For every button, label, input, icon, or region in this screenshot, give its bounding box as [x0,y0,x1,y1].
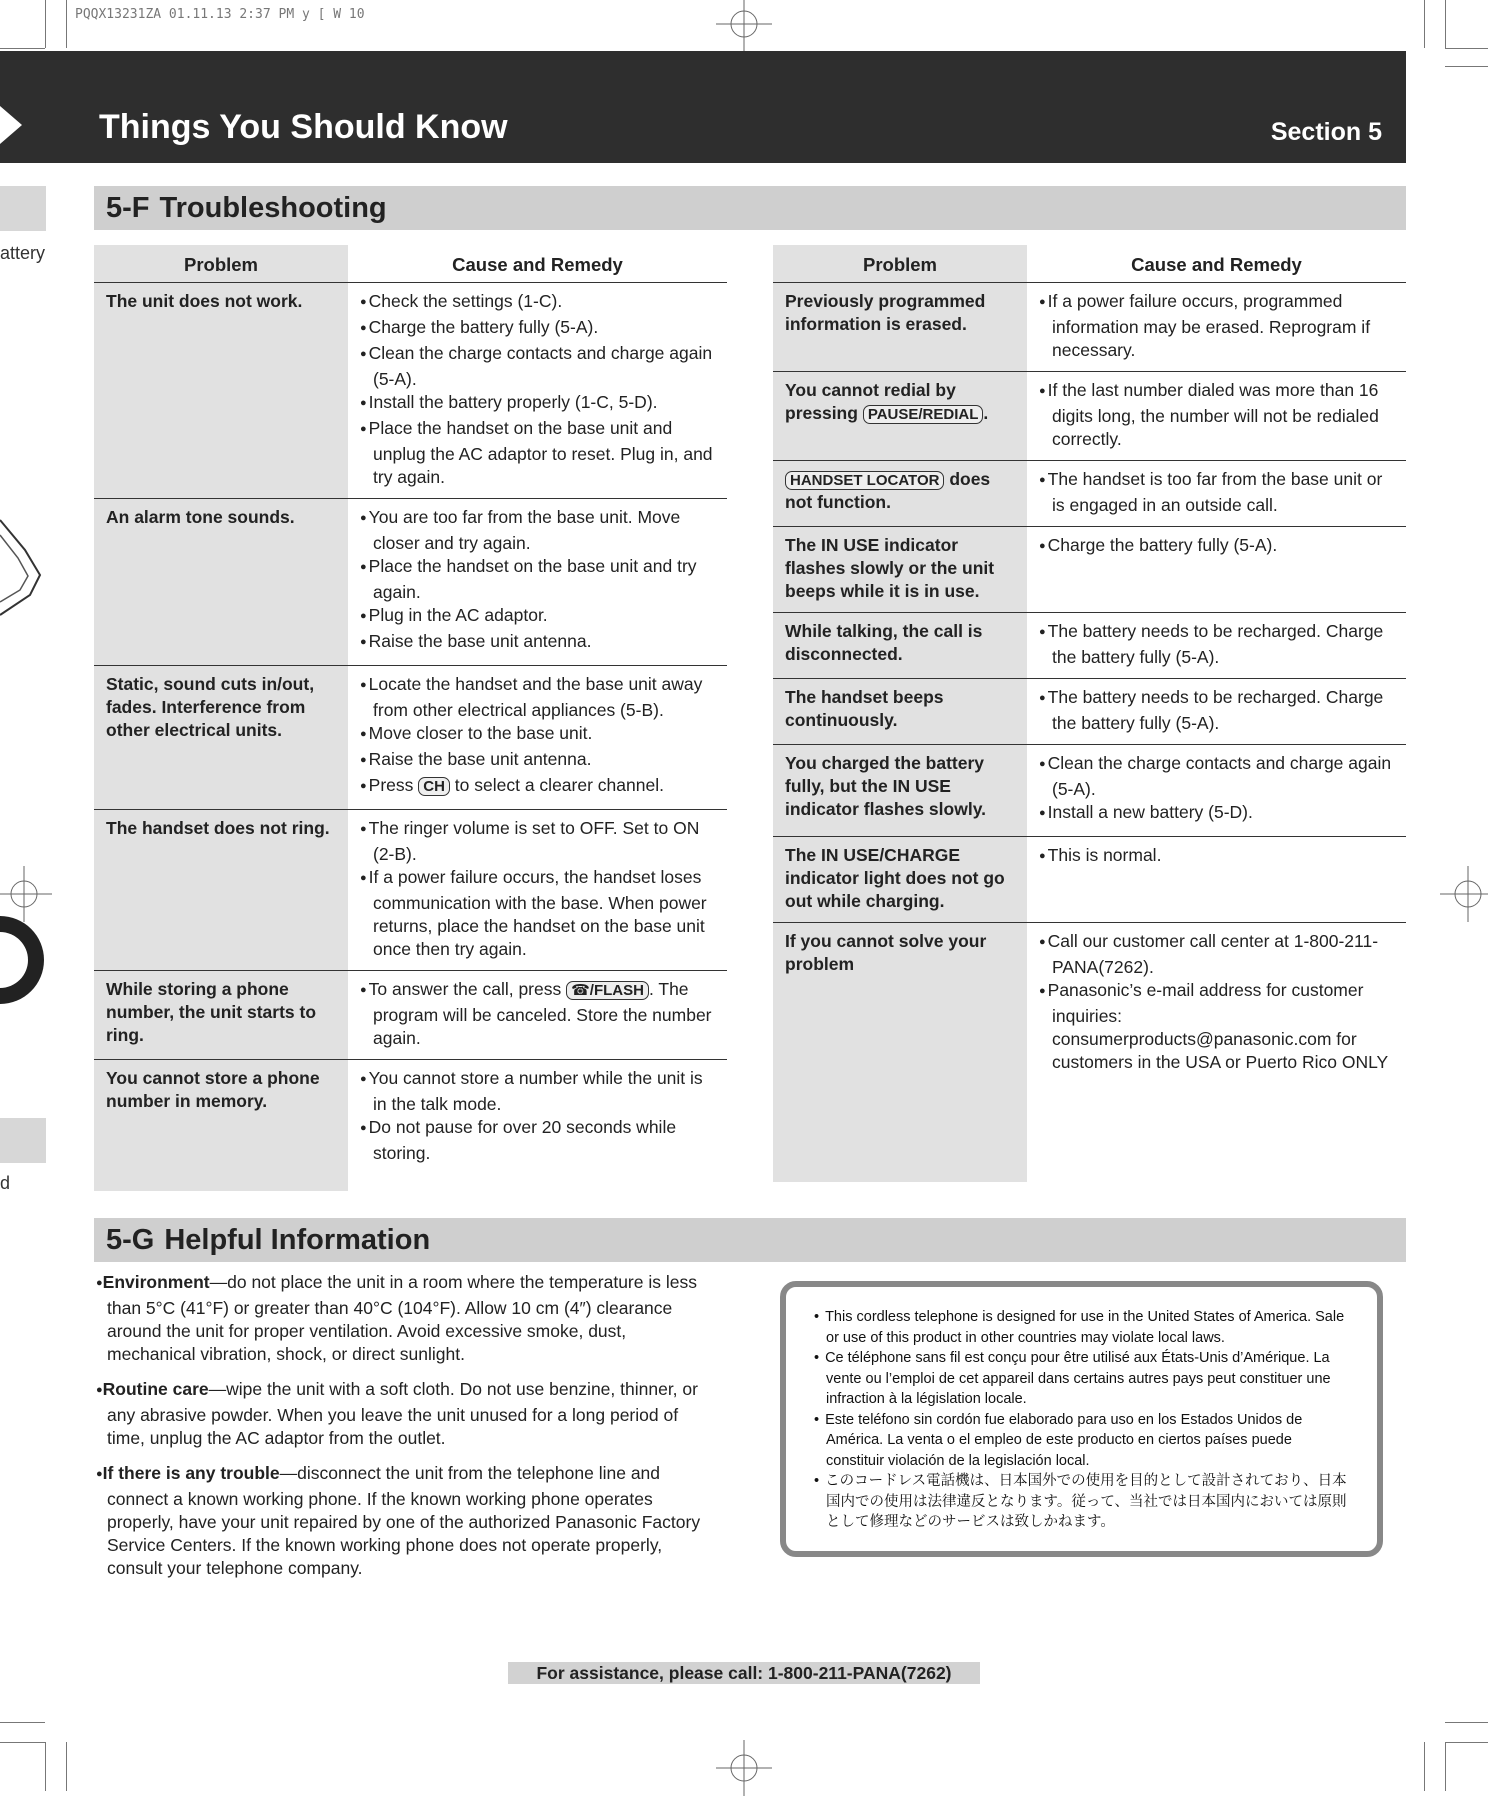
remedy-list [360,817,717,961]
remedy-item: ● You cannot store a number while the unit is in the talk mode. [360,1067,717,1116]
remedy-list [1039,534,1396,560]
problem-cell: While storing a phone number, the unit starts to ring. [94,971,348,1060]
table-row [94,1060,727,1192]
remedy-item: ● Move closer to the base unit. [360,722,717,748]
remedy-item: ● This is normal. [1039,844,1396,870]
crop-mark [66,0,67,48]
remedy-cell [348,499,727,666]
table-row [773,923,1406,1183]
registration-mark-icon [716,0,772,52]
remedy-list [1039,379,1396,451]
remedy-text: To answer the call, press [368,979,567,999]
key-label: HANDSET LOCATOR [785,471,944,490]
remedy-cell [1027,372,1406,461]
remedy-text: to select a clearer channel. [449,775,664,795]
info-item [96,1378,716,1450]
crop-mark [45,0,46,48]
remedy-list [360,978,717,1050]
remedy-column-header: Cause and Remedy [348,245,727,283]
info-text: —do not place the unit in a room where the temperature is less than 5°C (41°F) or greater than 40°C (104°F). Allow 10 cm (4″) clearance around the unit for proper ventilation. Avoid excessive smoke, dust, mechanical vibration, shock, or direct sunlight. [107,1272,697,1364]
table-row [773,461,1406,527]
remedy-item: ● If a power failure occurs, programmed information may be erased. Reprogram if necessary. [1039,290,1396,362]
table-row [773,527,1406,613]
table-row [773,613,1406,679]
page-header [0,51,1406,163]
problem-cell [773,372,1027,461]
remedy-list [1039,468,1396,517]
table-row [94,971,727,1060]
table-body [94,283,727,1192]
header-arrow-icon [0,106,22,144]
table-body [773,283,1406,1183]
section-code: 5-F [106,192,150,224]
remedy-item [360,774,717,800]
crop-mark [0,48,45,49]
crop-mark [1445,1722,1488,1723]
problem-cell: You cannot store a phone number in memory. [94,1060,348,1192]
remedy-item: ● Plug in the AC adaptor. [360,604,717,630]
info-term: Environment [102,1272,210,1292]
crop-mark [1445,1742,1488,1743]
crop-mark [0,1742,45,1743]
remedy-item: ● The ringer volume is set to OFF. Set to ON (2-B). [360,817,717,866]
info-text: —disconnect the unit from the telephone line and connect a known working phone. If the known working phone operates properly, have your unit repaired by one of the authorized Panasonic Factory Service Centers. If the known working phone does not operate properly, consult your telephone company. [107,1463,701,1578]
remedy-item: ● Panasonic’s e-mail address for customer inquiries: consumerproducts@panasonic.com for customers in the USA or Puerto Rico ONLY [1039,979,1396,1074]
remedy-item: ● Raise the base unit antenna. [360,630,717,656]
remedy-cell [1027,745,1406,837]
table-row [773,745,1406,837]
remedy-item: ● Charge the battery fully (5-A). [1039,534,1396,560]
crop-mark [0,1722,45,1723]
section-label: Section 5 [1270,118,1382,146]
remedy-list [1039,290,1396,362]
remedy-item: ● You are too far from the base unit. Move closer and try again. [360,506,717,555]
remedy-cell [1027,283,1406,372]
problem-cell: If you cannot solve your problem [773,923,1027,1183]
problem-cell: The unit does not work. [94,283,348,499]
remedy-item: ● The handset is too far from the base unit or is engaged in an outside call. [1039,468,1396,517]
remedy-item: ● Install a new battery (5-D). [1039,801,1396,827]
problem-cell: The handset does not ring. [94,810,348,971]
key-label: CH [418,777,450,796]
problem-cell: Previously programmed information is erased. [773,283,1027,372]
remedy-item: ● Charge the battery fully (5-A). [360,316,717,342]
remedy-item: ● Do not pause for over 20 seconds while storing. [360,1116,717,1165]
assistance-footer: For assistance, please call: 1-800-211-PANA(7262) [508,1662,980,1684]
registration-mark-icon [1440,866,1488,922]
phone-illustration-fragment [0,500,46,640]
remedy-item: ● Check the settings (1-C). [360,290,717,316]
table-row [773,679,1406,745]
table-row [773,283,1406,372]
section-code: 5-G [106,1224,155,1256]
troubleshooting-table-right [773,245,1406,1182]
remedy-list [360,506,717,656]
problem-cell [773,461,1027,527]
remedy-list [1039,930,1396,1074]
table-row [94,499,727,666]
problem-column-header: Problem [773,245,1027,283]
remedy-list [360,673,717,800]
remedy-cell [1027,923,1406,1183]
notice-item: • Este teléfono sin cordón fue elaborado para uso en los Estados Unidos de América. La venta o el empleo de este producto en ciertos países puede constituir violación de la legislación local. [814,1410,1353,1472]
key-label: ☎/FLASH [566,981,649,1000]
print-slug: PQQX13231ZA 01.11.13 2:37 PM y [ W 10 [75,7,365,22]
usage-notice-box [780,1281,1383,1557]
crop-mark [1445,66,1488,67]
edge-tab [0,1118,46,1163]
remedy-item: ● Clean the charge contacts and charge again (5-A). [1039,752,1396,801]
crop-mark [66,1742,67,1791]
remedy-item: ● Install the battery properly (1-C, 5-D). [360,391,717,417]
remedy-list [1039,686,1396,735]
problem-cell: The IN USE indicator flashes slowly or the unit beeps while it is in use. [773,527,1027,613]
recycle-seal-fragment [0,900,46,1020]
remedy-item: ● The battery needs to be recharged. Charge the battery fully (5-A). [1039,620,1396,669]
key-label: PAUSE/REDIAL [863,405,984,424]
remedy-list [1039,752,1396,827]
crop-mark [45,1742,46,1791]
remedy-cell [1027,527,1406,613]
info-term: Routine care [102,1379,209,1399]
info-text: —wipe the unit with a soft cloth. Do not use benzine, thinner, or any abrasive powder. When you leave the unit unused for a long period of time, unplug the AC adaptor from the outlet. [107,1379,698,1448]
notice-item: • Ce téléphone sans fil est conçu pour être utilisé aux États-Unis d’Amérique. La vente ou l’emploi de cet appareil dans certains autres pays peut constituer une infraction à la législation locale. [814,1348,1353,1410]
troubleshooting-heading [94,186,1406,230]
remedy-cell [348,283,727,499]
remedy-item [360,978,717,1050]
table-row [94,810,727,971]
remedy-column-header: Cause and Remedy [1027,245,1406,283]
notice-item: • このコードレス電話機は、日本国外での使用を目的として設計されており、日本国内での使用は法律違反となります。従って、当社では日本国内においては原則として修理などのサービスは致しかねます。 [814,1471,1353,1533]
problem-column-header: Problem [94,245,348,283]
crop-mark [1445,0,1446,48]
problem-text: You cannot redial by pressing [785,380,956,423]
table-row [94,283,727,499]
edge-text: attery [0,243,46,263]
remedy-cell [1027,461,1406,527]
remedy-item: ● Place the handset on the base unit and unplug the AC adaptor to reset. Plug in, and try again. [360,417,717,489]
remedy-cell [1027,837,1406,923]
problem-cell: The handset beeps continuously. [773,679,1027,745]
remedy-item: ● Call our customer call center at 1-800-211-PANA(7262). [1039,930,1396,979]
table-row [773,837,1406,923]
info-item [96,1462,716,1580]
problem-cell: While talking, the call is disconnected. [773,613,1027,679]
crop-mark [1445,48,1488,49]
section-title: Troubleshooting [159,192,387,224]
remedy-cell [348,971,727,1060]
remedy-item: ● If the last number dialed was more than 16 digits long, the number will not be redialed correctly. [1039,379,1396,451]
remedy-item: ● If a power failure occurs, the handset loses communication with the base. When power returns, place the handset on the base unit once then try again. [360,866,717,961]
remedy-cell [1027,679,1406,745]
remedy-list [360,1067,717,1165]
problem-cell: Static, sound cuts in/out, fades. Interference from other electrical units. [94,666,348,810]
remedy-text: . The program will be canceled. Store the number again. [373,979,712,1048]
crop-mark [1424,1742,1425,1791]
info-term: If there is any trouble [102,1463,280,1483]
problem-text: does not function. [785,469,991,512]
problem-cell: The IN USE/CHARGE indicator light does not go out while charging. [773,837,1027,923]
remedy-cell [348,810,727,971]
problem-cell: You charged the battery fully, but the IN USE indicator flashes slowly. [773,745,1027,837]
page-title: Things You Should Know [99,108,508,146]
crop-mark [1424,0,1425,48]
edge-text: d [0,1173,11,1193]
remedy-item: ● Place the handset on the base unit and try again. [360,555,717,604]
registration-mark-icon [716,1740,772,1796]
remedy-list [360,290,717,489]
remedy-cell [348,1060,727,1192]
info-item [96,1271,716,1366]
remedy-text: Press [368,775,419,795]
remedy-list [1039,844,1396,870]
helpful-info-heading [94,1218,1406,1262]
section-title: Helpful Information [164,1224,431,1256]
remedy-list [1039,620,1396,669]
troubleshooting-table-left [94,245,727,1191]
problem-text: . [983,403,989,423]
remedy-cell [1027,613,1406,679]
remedy-item: ● Clean the charge contacts and charge again (5-A). [360,342,717,391]
helpful-info-list [96,1271,716,1592]
remedy-item: ● Raise the base unit antenna. [360,748,717,774]
remedy-item: ● Locate the handset and the base unit away from other electrical appliances (5-B). [360,673,717,722]
remedy-item: ● The battery needs to be recharged. Charge the battery fully (5-A). [1039,686,1396,735]
crop-mark [1445,1742,1446,1791]
table-row [773,372,1406,461]
edge-tab [0,186,46,231]
problem-cell: An alarm tone sounds. [94,499,348,666]
remedy-cell [348,666,727,810]
notice-item: • This cordless telephone is designed for use in the United States of America. Sale or use of this product in other countries may violate local laws. [814,1307,1353,1348]
table-row [94,666,727,810]
